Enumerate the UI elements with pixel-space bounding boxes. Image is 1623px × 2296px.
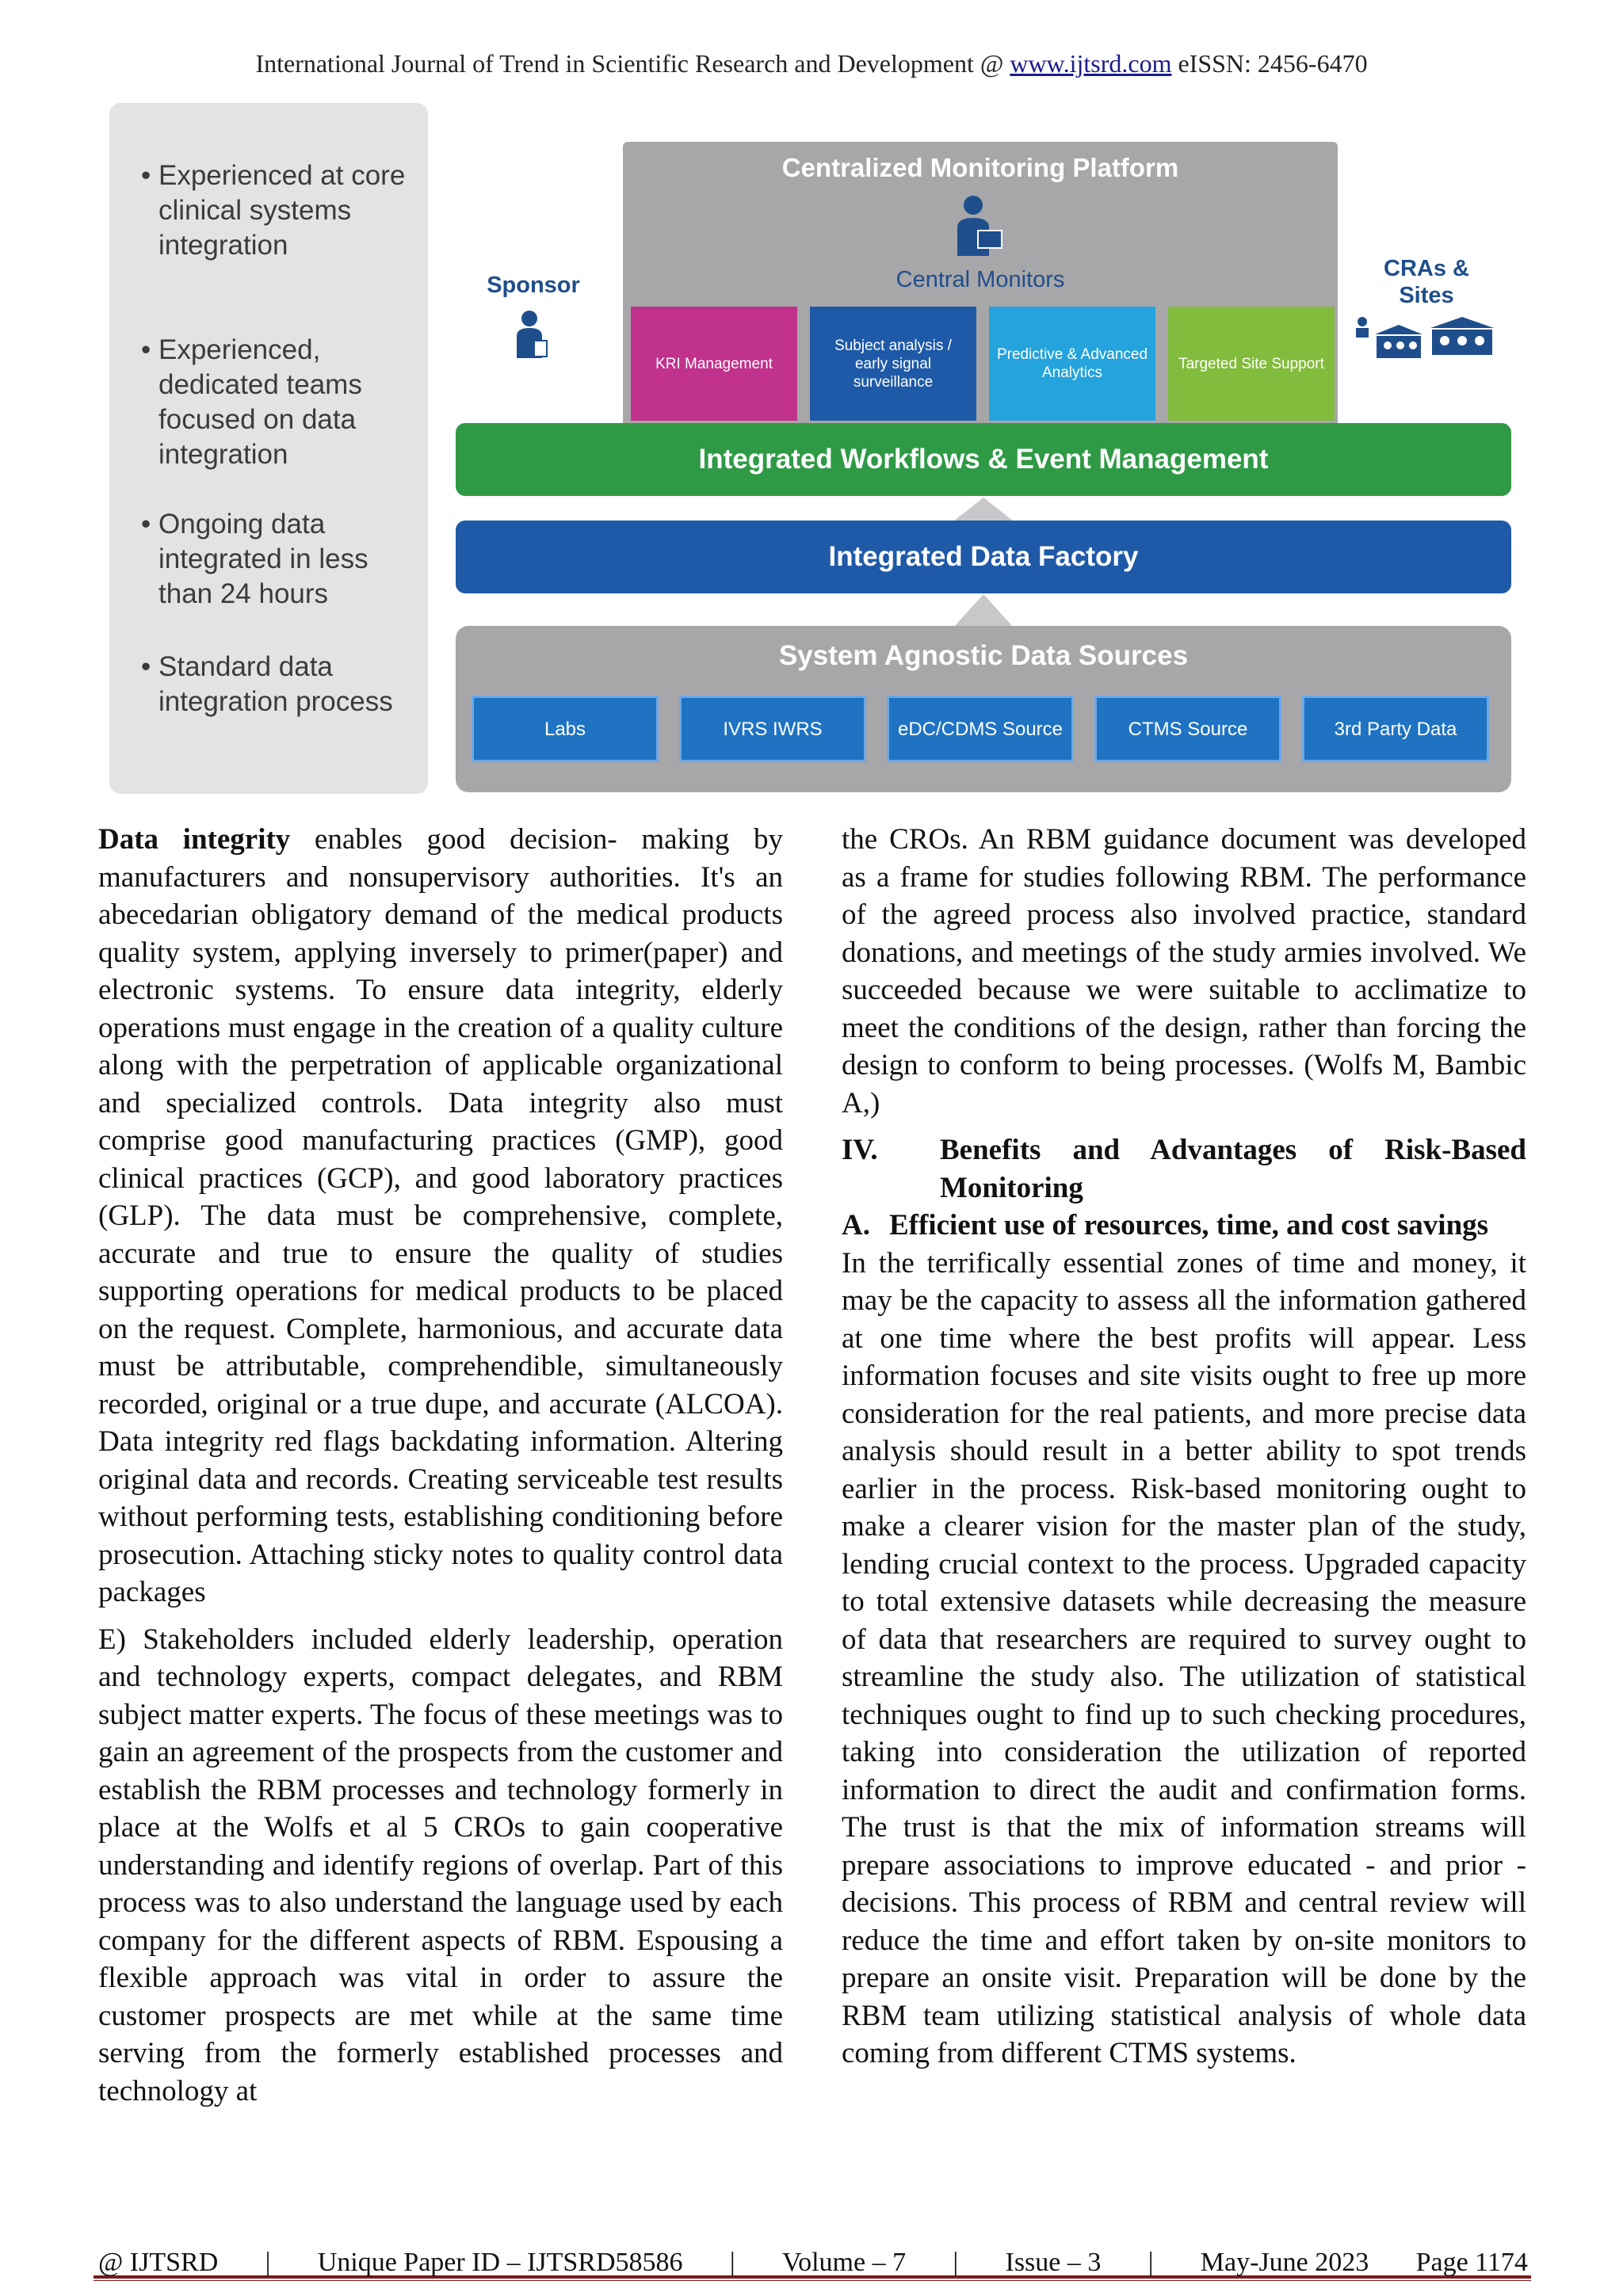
efficiency-paragraph: In the terrifically essential zones of time and money, it may be the capacity to assess all the information gathered at one time where the best profits will appear. Less information focuses and site visits ought to free up more consideration for the real patients, and more precise data analysis should result in a better ability to spot trends earlier in the process. Risk-based monitoring ought to make a clearer vision for the master plan of the study, lending crucial context to the process. Upgraded capacity to total extensive datasets while decreasing the measure of data that researchers are required to survey ought to streamline the study also. The utilization of statistical techniques ought to find up to such checking procedures, taking into consideration the utilization of reported information to direct the audit and confirmation forms. The trust is that the mix of information streams will prepare associations to improve educated - and prior - decisions. This process of RBM and central review will reduce the time and effort taken by on-site monitors to prepare an onsite visit. Preparation will be done by the RBM team utilizing statistical analysis of whole data coming from different CTMS systems. [842,1246,1526,2069]
capability-bullet: • Experienced at core clinical systems integration [141,158,428,263]
footer-date: May-June 2023 [1200,2248,1369,2277]
data-sources-title: System Agnostic Data Sources [778,640,1189,671]
page-footer [98,2248,1528,2277]
footer-page: Page 1174 [1415,2248,1528,2277]
footer-paper-id: Unique Paper ID – IJTSRD58586 [317,2248,683,2277]
data-sources-panel [456,626,1511,792]
subject-analysis-box: Subject analysis / early signal surveillance [810,307,976,421]
footer-separator: | [729,2248,735,2277]
cras-sites-group-icon [1351,311,1502,374]
subsection-title: Efficient use of resources, time, and cost savings [889,1209,1489,1241]
cras-sites-label: CRAs & Sites [1384,256,1469,308]
section-number: IV. [842,1134,878,1166]
up-arrow-icon [953,594,1014,627]
sponsor-person-icon [514,309,548,360]
subsection-number: A. [842,1209,870,1241]
central-monitor-icon [956,194,1003,257]
up-arrow-icon [953,498,1014,521]
data-factory-band: Integrated Data Factory [456,521,1511,593]
paragraph-text: enables good decision- making by manufacturers and nonsupervisory authorities. It's an abecedarian obligatory demand of the medical products quality system, applying inversely to primer(paper) and electronic systems. To ensure data integrity, elderly operations must engage in the creation of a quality culture along with the perpetration of applicable organizational and specialized controls. Data integrity also must comprise good manufacturing practices (GMP), good clinical practices (GCP), and good laboratory practices (GLP). The data must be comprehensive, complete, accurate and true to ensure the quality of studies supporting operations for medical products to be placed on the request. Complete, harmonious, and accurate data must be attributable, comprehendible, simultaneously recorded, original or a true dupe, and accurate (ALCOA). Data integrity red flags backdating information. Altering original data and records. Creating serviceable test results without performing tests, establishing conditioning before prosecution. Attaching sticky notes to quality control data packages [98,823,783,1608]
running-header [0,49,1623,78]
footer-rule [94,2280,1531,2281]
targeted-site-support-box: Targeted Site Support [1168,307,1335,421]
capability-bullet: • Standard data integration process [141,650,428,719]
central-monitors-label: Central Monitors [896,267,1065,292]
source-box-labs: Labs [472,696,659,762]
predictive-analytics-box: Predictive & Advanced Analytics [989,307,1155,421]
section-heading [842,1131,1526,1207]
centralized-monitoring-platform [623,142,1338,427]
platform-title: Centralized Monitoring Platform [781,153,1179,182]
capability-bullet: • Ongoing data integrated in less than 24 hours [141,507,428,612]
data-integrity-paragraph [98,821,783,1611]
source-box-third-party: 3rd Party Data [1302,696,1489,762]
source-box-ctms: CTMS Source [1094,696,1281,762]
source-box-ivrs: IVRS IWRS [679,696,866,762]
footer-separator: | [265,2248,271,2277]
capability-bullet: • Experienced, dedicated teams focused on data integration [141,333,428,472]
header-suffix: eISSN: 2456-6470 [1171,49,1368,78]
workflows-band: Integrated Workflows & Event Management [456,423,1511,496]
footer-volume: Volume – 7 [781,2248,907,2277]
footer-separator: | [1148,2248,1154,2277]
rbm-guidance-paragraph: the CROs. An RBM guidance document was developed as a frame for studies following RBM. The performance of the agreed process also involved practice, standard donations, and meetings of the study armies involved. We succeeded because we were suitable to acclimatize to meet the conditions of the design, rather than forcing the design to conform to being processes. (Wolfs M, Bambic A,) [842,823,1526,1119]
left-column [98,821,783,2110]
capabilities-panel [109,103,428,794]
stakeholders-paragraph: E) Stakeholders included elderly leadership, operation and technology experts, compact delegates, and RBM subject matter experts. The focus of these meetings was to gain an agreement of the prospects from the customer and establish the RBM processes and technology formerly in place at the Wolfs et al 5 CROs to gain cooperative understanding and identify regions of overlap. Part of this process was to also understand the language used by each company for the different aspects of RBM. Espousing a flexible approach was vital in order to assure the customer prospects are met while at the same time serving from the formerly established processes and technology at [98,1623,783,2107]
footer-issue: Issue – 3 [1005,2248,1102,2277]
right-column [842,821,1526,2073]
subsection-heading [842,1207,1526,1245]
source-box-edc: eDC/CDMS Source [887,696,1074,762]
header-prefix: International Journal of Trend in Scientific Research and Development @ [255,49,1010,78]
rbm-architecture-figure [103,97,1529,794]
footer-journal: @ IJTSRD [98,2248,219,2277]
lead-term: Data integrity [98,823,291,856]
sponsor-label: Sponsor [487,273,580,298]
kri-management-box: KRI Management [631,307,797,421]
journal-link[interactable]: www.ijtsrd.com [1010,49,1172,78]
section-title: Benefits and Advantages of Risk-Based Monitoring [940,1134,1526,1204]
footer-separator: | [953,2248,959,2277]
